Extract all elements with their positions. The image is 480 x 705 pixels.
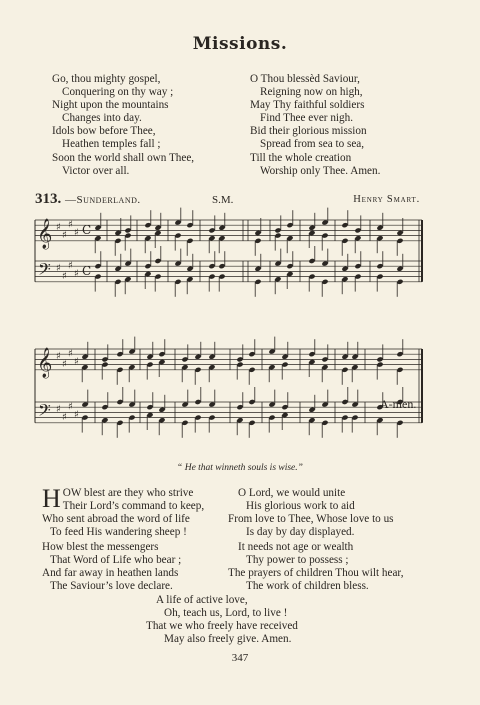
verse-line: May Thy faithful soldiers: [250, 99, 365, 112]
verse-line: Is day by day displayed.: [246, 526, 355, 539]
treble-clef: 𝄞: [37, 348, 53, 378]
sharp-accidental: ♯: [62, 230, 67, 242]
sharp-accidental: ♯: [62, 359, 67, 371]
verse-line: His glorious work to aid: [246, 500, 355, 513]
hymn-epigraph: “ He that winneth souls is wise.”: [177, 463, 303, 473]
music-notation: [37, 208, 404, 438]
tune-name: —Sunderland.: [65, 194, 141, 206]
staff-lines: [35, 220, 422, 423]
verse-line: The prayers of children Thou wilt hear,: [228, 567, 404, 580]
stanza-2: [42, 541, 181, 593]
verse-line: Victor over all.: [62, 164, 130, 177]
stanza-4: [228, 541, 404, 593]
verse-line: Oh, teach us, Lord, to live !: [164, 607, 288, 620]
verse-line: The work of children bless.: [246, 580, 369, 593]
verse-line: Reigning now on high,: [260, 86, 363, 99]
sharp-accidental: ♯: [56, 404, 61, 416]
verse-line: Conquering on thy way ;: [62, 86, 174, 99]
verse-line: Worship only Thee. Amen.: [260, 164, 381, 177]
treble-clef: 𝄞: [37, 219, 53, 249]
verse-line: O Thou blessèd Saviour,: [250, 73, 360, 85]
verse-line: From love to Thee, Whose love to us: [228, 513, 394, 526]
verse-line: Their Lord’s command to keep,: [62, 500, 205, 513]
verse-line: That we who freely have received: [146, 620, 298, 633]
page-title: Missions.: [192, 34, 288, 54]
sharp-accidental: ♯: [74, 268, 79, 280]
sharp-accidental: ♯: [68, 260, 73, 272]
sharp-accidental: ♯: [74, 227, 79, 239]
sharp-accidental: ♯: [68, 219, 73, 231]
verse-line: O Lord, we would unite: [238, 487, 346, 499]
verse-line: To feed His wandering sheep !: [50, 526, 187, 539]
verse-line: How blest the messengers: [42, 541, 159, 553]
verse-line: Who sent abroad the word of life: [42, 513, 190, 526]
verse-line: Bid their glorious mission: [250, 125, 367, 138]
stanza-3: [228, 487, 394, 539]
verse-line: Heathen temples fall ;: [62, 138, 161, 151]
verse-line: A life of active love,: [156, 594, 248, 606]
tune-meter: S.M.: [212, 194, 234, 206]
verse-line: Till the whole creation: [250, 151, 352, 164]
verse-line: Night upon the mountains: [52, 99, 169, 112]
amen-lyric: A-men.: [380, 397, 417, 411]
stanza-1: [42, 484, 222, 539]
sharp-accidental: ♯: [56, 222, 61, 234]
drop-cap: H: [42, 484, 61, 513]
verse-line: The Saviour’s love declare.: [50, 580, 173, 593]
common-time-sign: C: [82, 223, 92, 237]
bass-clef: 𝄢: [38, 400, 51, 424]
verse-line: May also freely give. Amen.: [164, 633, 292, 646]
verse-line: Soon the world shall own Thee,: [52, 151, 195, 164]
page-number: 347: [231, 652, 249, 664]
tune-number: 313.: [35, 191, 62, 207]
composer: Henry Smart.: [353, 194, 420, 205]
verse-line: Go, thou mighty gospel,: [52, 73, 161, 85]
sharp-accidental: ♯: [68, 401, 73, 413]
sharp-accidental: ♯: [74, 356, 79, 368]
verse-line: It needs not age or wealth: [238, 541, 354, 553]
common-time-sign: C: [82, 264, 92, 278]
sharp-accidental: ♯: [74, 409, 79, 421]
sharp-accidental: ♯: [56, 351, 61, 363]
sharp-accidental: ♯: [62, 412, 67, 424]
verse-line: Changes into day.: [62, 112, 142, 125]
verse-line: And far away in heathen lands: [42, 567, 179, 580]
verse-line: Find Thee ever nigh.: [260, 112, 354, 125]
sharp-accidental: ♯: [68, 348, 73, 360]
verse-line: Idols bow before Thee,: [52, 125, 156, 138]
bass-clef: 𝄢: [38, 259, 51, 283]
verse-line: Spread from sea to sea,: [260, 138, 365, 151]
sharp-accidental: ♯: [62, 271, 67, 283]
stanza-5: [146, 594, 298, 646]
verse-line: OW blest are they who strive: [62, 487, 194, 499]
verse-line: That Word of Life who bear ;: [50, 554, 182, 567]
sharp-accidental: ♯: [56, 263, 61, 275]
verse-line: Thy power to possess ;: [246, 554, 349, 567]
